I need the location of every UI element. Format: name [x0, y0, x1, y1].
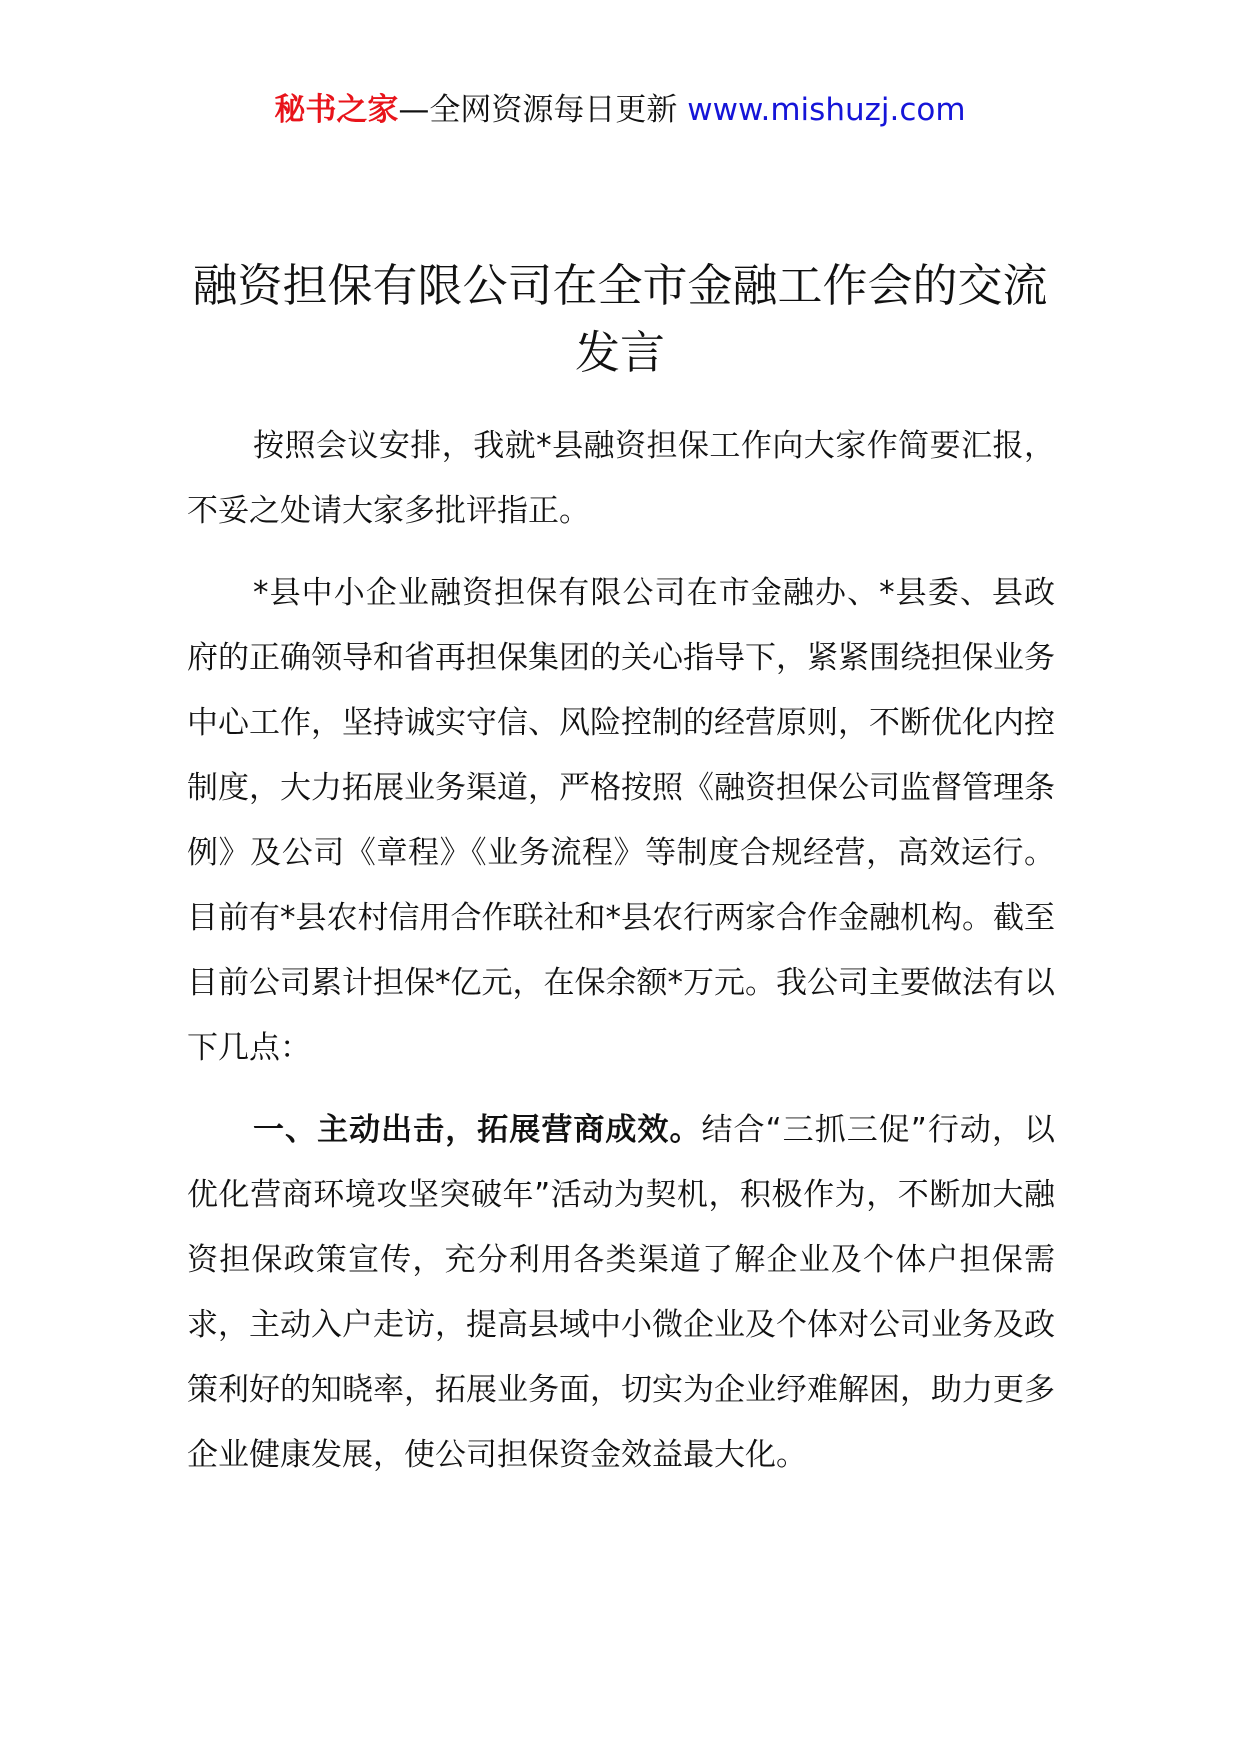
- header-slogan: —全网资源每日更新: [398, 92, 688, 128]
- site-header: [0, 88, 1240, 132]
- document-title: 融资担保有限公司在全市金融工作会的交流发言: [192, 259, 1048, 379]
- paragraph-text: 按照会议安排，我就*县融资担保工作向大家作简要汇报，不妥之处请大家多批评指正。: [187, 428, 1055, 529]
- section-heading: 一、主动出击，拓展营商成效。: [253, 1112, 702, 1148]
- paragraph-text: *县中小企业融资担保有限公司在市金融办、*县委、县政府的正确领导和省再担保集团的关心指导下，紧紧围绕担保业务中心工作，坚持诚实守信、风险控制的经营原则，不断优化内控制度，大力拓展业务渠道，严格按照《融资担保公司监督管理条例》及公司《章程》《业务流程》等制度合规经营，高效运行。目前有*县农村信用合作联社和*县农行两家合作金融机构。截至目前公司累计担保*亿元，在保余额*万元。我公司主要做法有以下几点：: [187, 575, 1055, 1066]
- website-link[interactable]: www.mishuzj.com: [687, 92, 966, 128]
- paragraph-section-1: [187, 1098, 1055, 1488]
- paragraph-text: 结合“三抓三促”行动，以优化营商环境攻坚突破年”活动为契机，积极作为，不断加大融资担保政策宣传，充分利用各类渠道了解企业及个体户担保需求，主动入户走访，提高县域中小微企业及个体对公司业务及政策利好的知晓率，拓展业务面，切实为企业纾难解困，助力更多企业健康发展，使公司担保资金效益最大化。: [187, 1112, 1056, 1473]
- paragraph-company-overview: [187, 561, 1055, 1081]
- document-body: [187, 414, 1055, 1505]
- paragraph-intro: [187, 414, 1055, 544]
- brand-name: 秘书之家: [274, 92, 399, 128]
